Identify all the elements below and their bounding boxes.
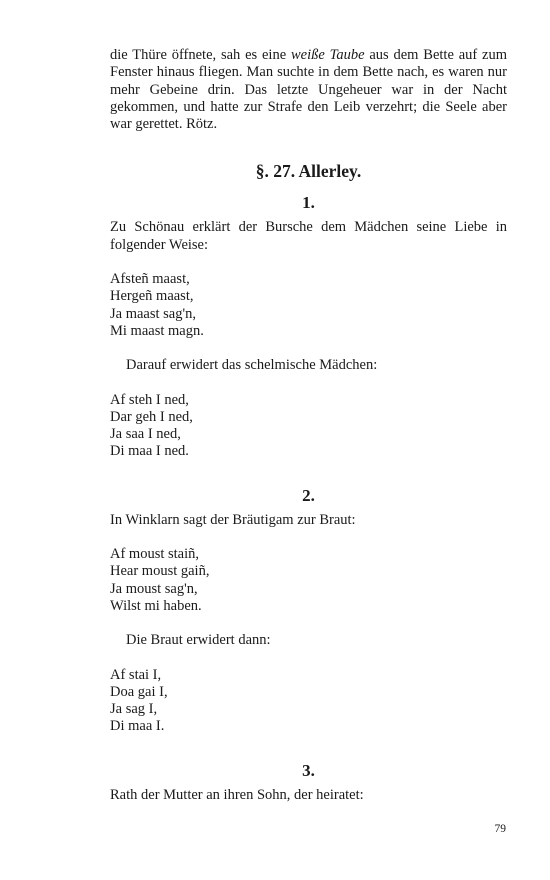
page-body (110, 47, 507, 804)
part-2-reply: Die Braut erwidert dann: (126, 632, 271, 649)
verse-line: Ja saa I ned, (110, 426, 181, 443)
verse-line: Af steh I ned, (110, 391, 189, 408)
verse-line: Ja maast sag'n, (110, 305, 196, 322)
verse-line: Dar geh I ned, (110, 408, 193, 425)
intro-emphasis: weiße Taube (290, 47, 365, 63)
verse-line: Hear moust gaiñ, (110, 563, 210, 580)
part-3-intro: Rath der Mutter an ihren Sohn, der heiratet: (110, 786, 364, 803)
intro-text-start: die Thüre öffnete, sah es eine (110, 47, 291, 63)
part-3-number: 3. (302, 760, 315, 780)
verse-line: Wilst mi haben. (110, 597, 202, 614)
verse-line: Mi maast magn. (110, 322, 204, 339)
part-2-verse-2 (110, 667, 507, 736)
verse-line: Af stai I, (110, 666, 162, 683)
intro-paragraph (110, 47, 507, 133)
verse-line: Ja sag I, (110, 701, 158, 718)
verse-line: Af moust staiñ, (110, 546, 200, 563)
part-1-verse-2 (110, 392, 507, 461)
section-title: §. 27. Allerley. (255, 161, 362, 182)
verse-line: Ja moust sag'n, (110, 580, 198, 597)
part-2-intro: In Winklarn sagt der Bräutigam zur Braut: (110, 511, 356, 528)
part-1-number: 1. (302, 193, 315, 213)
intro-text-end: aus dem Bette auf zum Fenster hinaus fliegen. Man suchte in dem Bette nach, es waren nur mehr Gebeine drin. Das letzte Ungeheuer war in der Nacht gekommen, und hatte zur Strafe den Leib verzehrt; die Seele aber war gerettet. Rötz. (110, 47, 507, 133)
part-1-verse-1 (110, 271, 507, 340)
verse-line: Hergeñ maast, (110, 288, 194, 305)
part-1-reply: Darauf erwidert das schelmische Mädchen: (126, 357, 378, 374)
verse-line: Di maa I. (110, 718, 165, 735)
part-2-number: 2. (302, 485, 315, 505)
page-number: 79 (494, 823, 506, 835)
part-1-intro: Zu Schönau erklärt der Bursche dem Mädchen seine Liebe in folgender Weise: (110, 219, 507, 253)
verse-line: Afsteñ maast, (110, 271, 190, 288)
verse-line: Doa gai I, (110, 683, 168, 700)
part-2-verse-1 (110, 546, 507, 615)
verse-line: Di maa I ned. (110, 443, 189, 460)
